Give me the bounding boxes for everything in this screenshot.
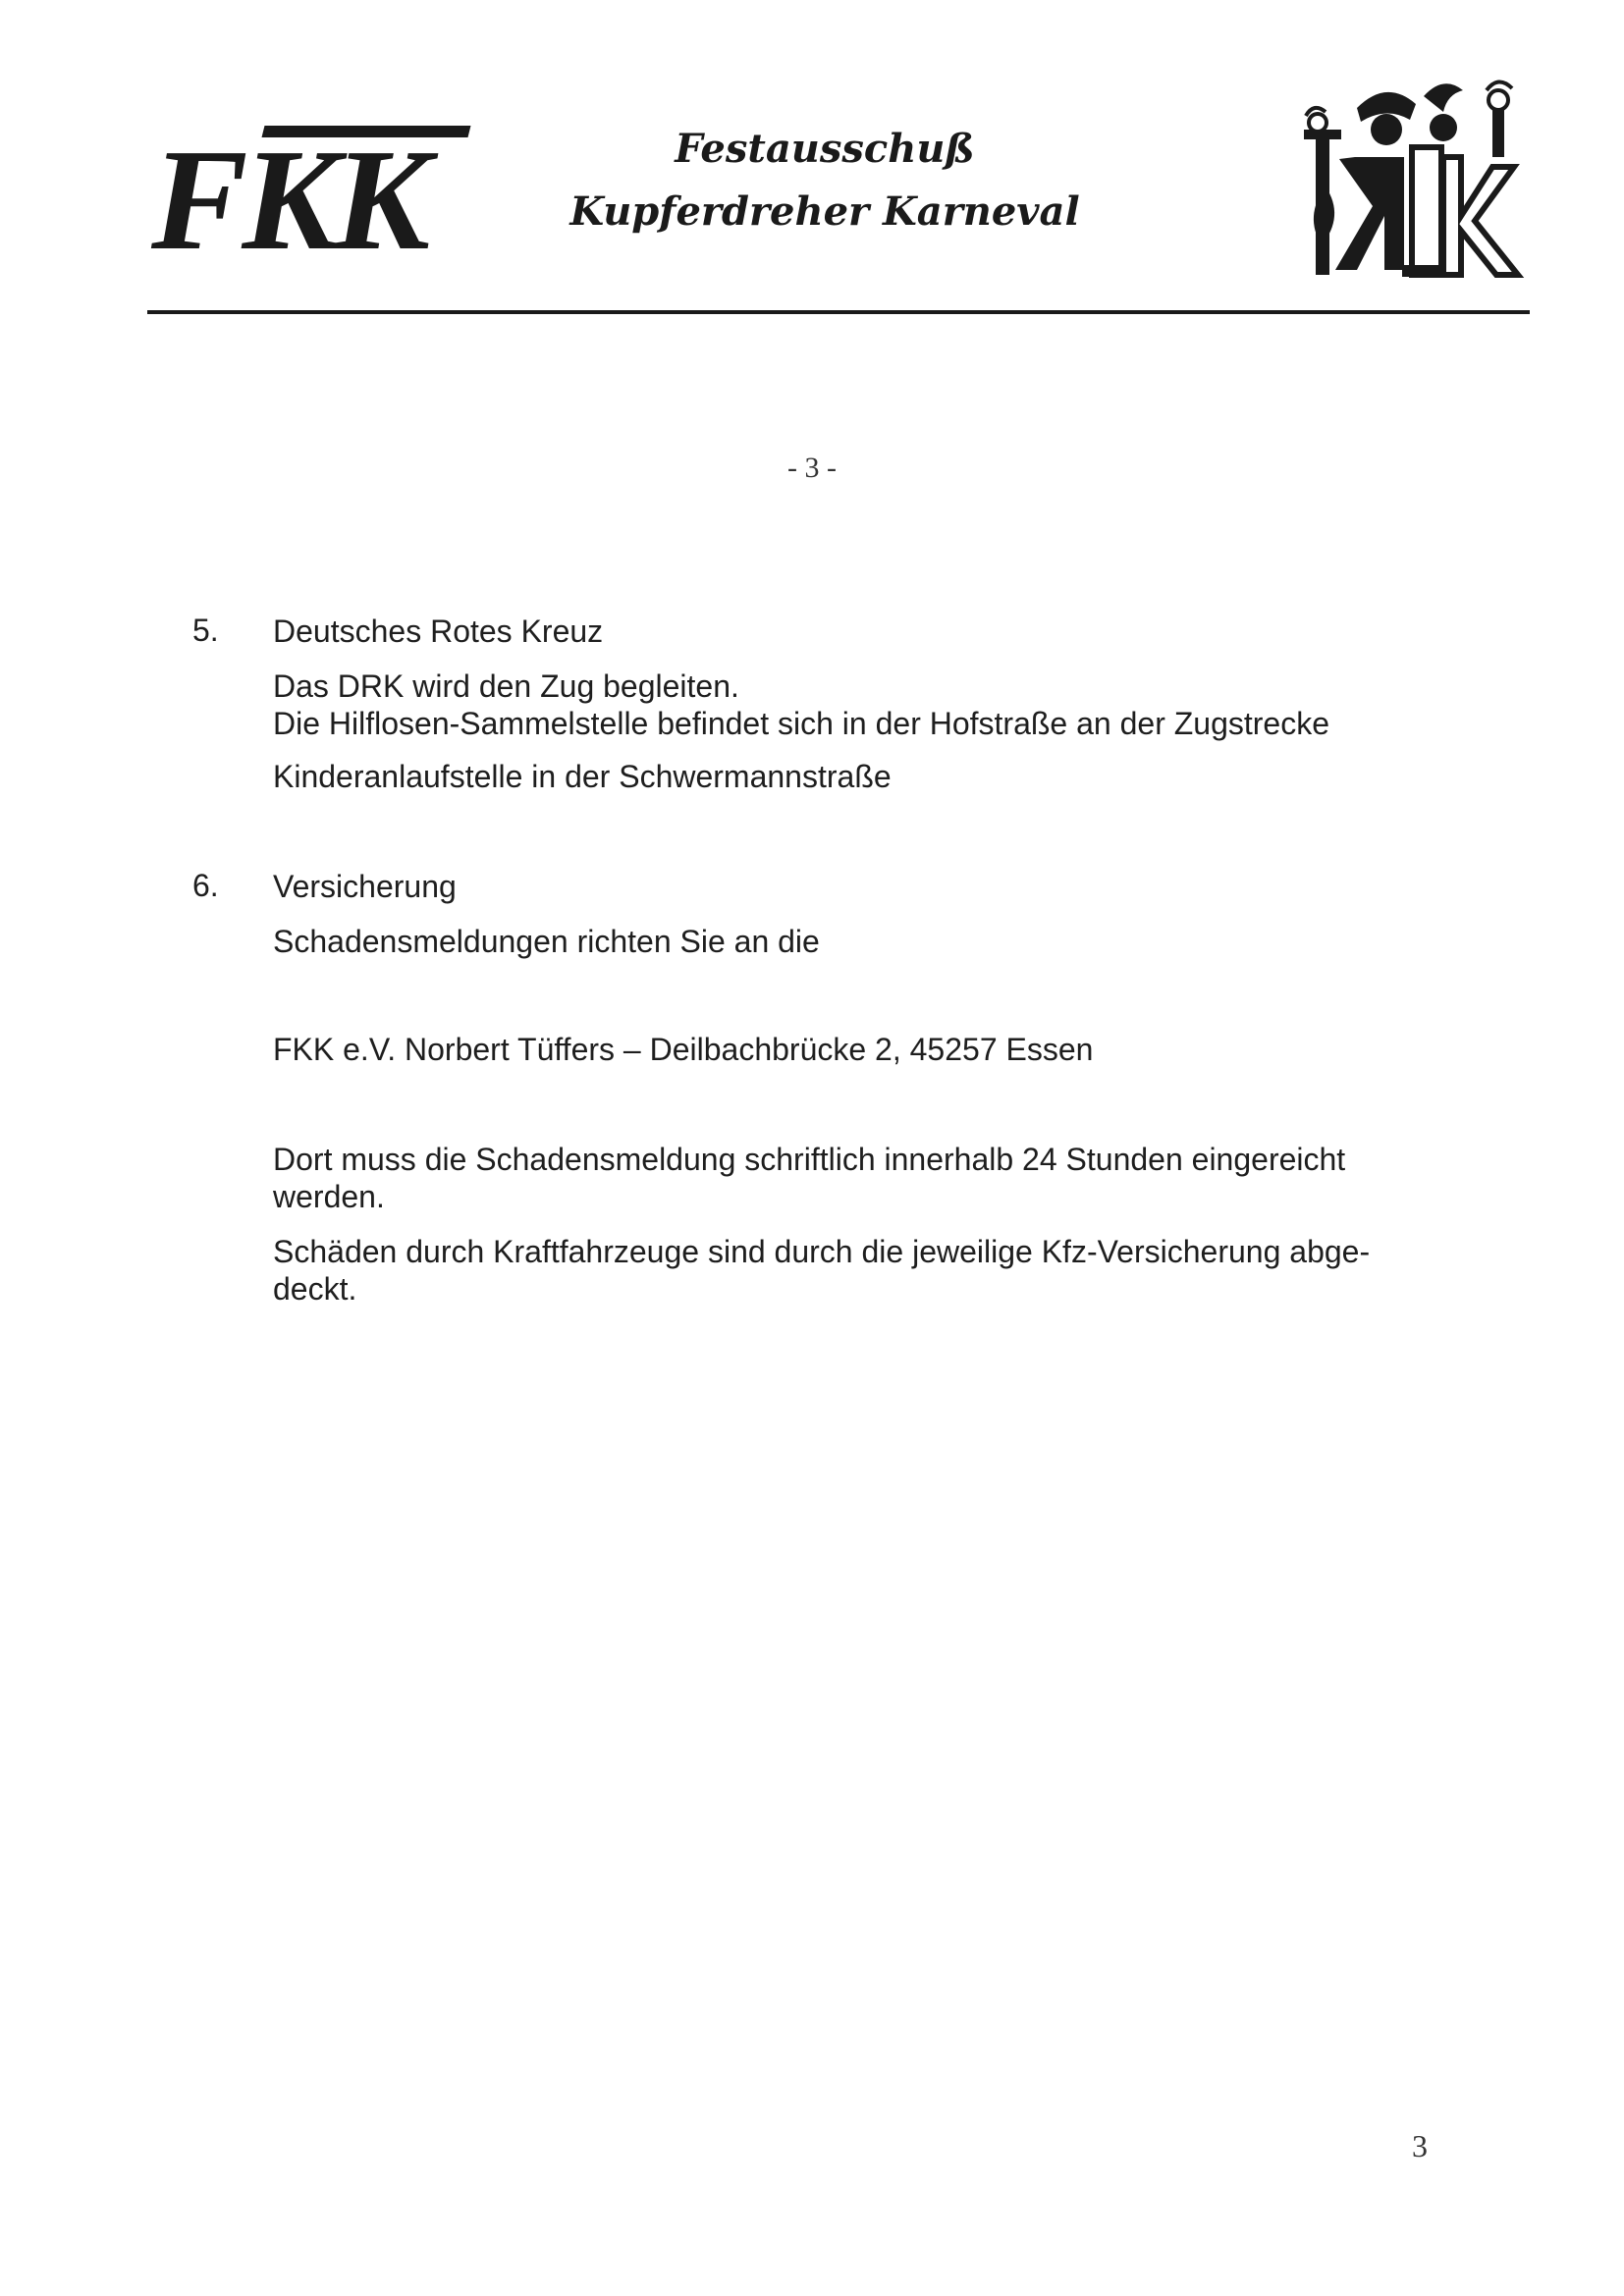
section-number: 6. — [192, 868, 219, 903]
fkk-logo — [145, 118, 460, 281]
address-line: FKK e.V. Norbert Tüffers – Deilbachbrücke 2, 45257 Essen — [273, 1032, 1094, 1067]
section-text-line: Dort muss die Schadensmeldung schriftlich innerhalb 24 Stunden eingereicht — [273, 1142, 1346, 1177]
section-text-line: Kinderanlaufstelle in der Schwermannstraße — [273, 759, 892, 794]
header-divider — [147, 310, 1530, 314]
section-number: 5. — [192, 613, 219, 648]
header-title-line1: Festausschuß — [675, 126, 975, 172]
kk-jester-logo — [1296, 69, 1542, 280]
section-title: Versicherung — [273, 869, 457, 904]
section-text-line: Das DRK wird den Zug begleiten. — [273, 668, 739, 704]
header-title — [550, 118, 1100, 243]
section-text-line: Schadensmeldungen richten Sie an die — [273, 924, 820, 959]
header-title-line2: Kupferdreher Karneval — [569, 188, 1080, 235]
section-title: Deutsches Rotes Kreuz — [273, 614, 604, 649]
section-text-line: Die Hilflosen-Sammelstelle befindet sich in der Hofstraße an der Zugstrecke — [273, 706, 1330, 741]
section-text-line: werden. — [273, 1179, 385, 1214]
section-text-line: deckt. — [273, 1271, 357, 1307]
page-marker: - 3 - — [787, 452, 837, 484]
footer-page-number: 3 — [1412, 2128, 1428, 2163]
section-text-line: Schäden durch Kraftfahrzeuge sind durch die jeweilige Kfz-Versicherung abge- — [273, 1234, 1371, 1269]
kk-jester-logo-graphic — [1296, 69, 1542, 280]
fkk-logo-text: FKK — [151, 120, 425, 281]
